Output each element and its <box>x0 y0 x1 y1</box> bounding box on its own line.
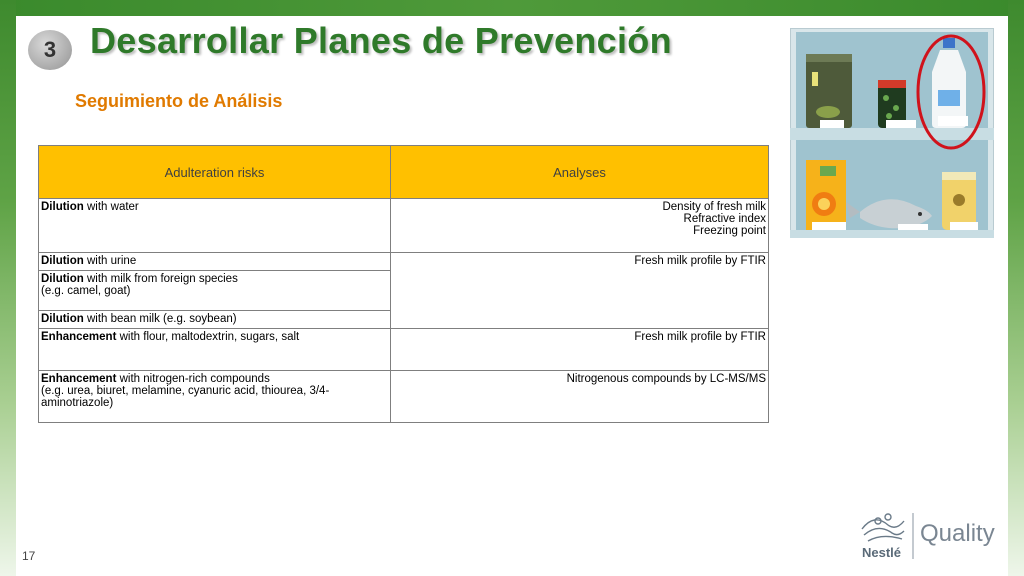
risk-bold: Dilution <box>41 201 84 213</box>
risk-rest: with milk from foreign species <box>83 273 238 285</box>
risk-bold: Dilution <box>41 273 84 285</box>
analysis-line: Density of fresh milk <box>662 201 766 213</box>
risk-extra: (e.g. urea, biuret, melamine, cyanuric acid, thiourea, 3/4-aminotriazole) <box>41 385 330 409</box>
step-number-badge: 3 <box>28 30 72 70</box>
nest-icon <box>862 514 904 541</box>
analysis-cell <box>391 371 769 423</box>
analysis-line: Fresh milk profile by FTIR <box>634 331 766 343</box>
analysis-cell <box>391 199 769 253</box>
risk-rest: with bean milk (e.g. soybean) <box>83 313 237 325</box>
table-row <box>39 371 769 423</box>
analysis-line: Nitrogenous compounds by LC-MS/MS <box>566 373 766 385</box>
risk-cell <box>39 311 391 329</box>
risk-cell <box>39 253 391 271</box>
table-row <box>39 329 769 371</box>
adulteration-table <box>38 145 769 423</box>
shelf-board <box>790 230 994 238</box>
shelf-board <box>790 128 994 140</box>
canned-food-icon <box>806 54 852 128</box>
pantry-shelf-illustration <box>790 28 994 238</box>
analysis-line: Refractive index <box>683 213 766 225</box>
risk-rest: with urine <box>83 255 137 267</box>
slide-subtitle: Seguimiento de Análisis <box>75 91 283 111</box>
juice-box-icon <box>806 160 846 230</box>
risk-cell <box>39 199 391 253</box>
risk-cell <box>39 329 391 371</box>
nestle-quality-logo <box>858 507 1008 563</box>
risk-rest: with flour, maltodextrin, sugars, salt <box>116 331 300 343</box>
right-green-band <box>1008 0 1024 576</box>
product-name: Quality <box>920 520 995 547</box>
analysis-line: Freezing point <box>693 225 766 237</box>
risk-bold: Dilution <box>41 313 84 325</box>
left-green-band <box>0 0 16 576</box>
analysis-cell <box>391 329 769 371</box>
risk-cell <box>39 271 391 311</box>
page-number: 17 <box>22 549 36 563</box>
risk-rest: with nitrogen-rich compounds <box>116 373 270 385</box>
header-analyses: Analyses <box>391 146 769 199</box>
analysis-cell <box>391 253 769 329</box>
header-adulteration-risks: Adulteration risks <box>39 146 391 199</box>
risk-bold: Dilution <box>41 255 84 267</box>
table-row <box>39 253 769 271</box>
analysis-line: Fresh milk profile by FTIR <box>634 255 766 267</box>
honey-jar-icon <box>942 172 978 230</box>
brand-name: Nestlé <box>862 545 902 560</box>
risk-cell <box>39 371 391 423</box>
top-green-band <box>0 0 1024 16</box>
risk-bold: Enhancement <box>41 331 117 343</box>
risk-extra: (e.g. camel, goat) <box>41 285 131 297</box>
table-header-row <box>39 146 769 199</box>
slide-title: Desarrollar Planes de Prevención <box>90 20 672 61</box>
risk-bold: Enhancement <box>41 373 117 385</box>
risk-rest: with water <box>83 201 139 213</box>
table-row <box>39 199 769 253</box>
